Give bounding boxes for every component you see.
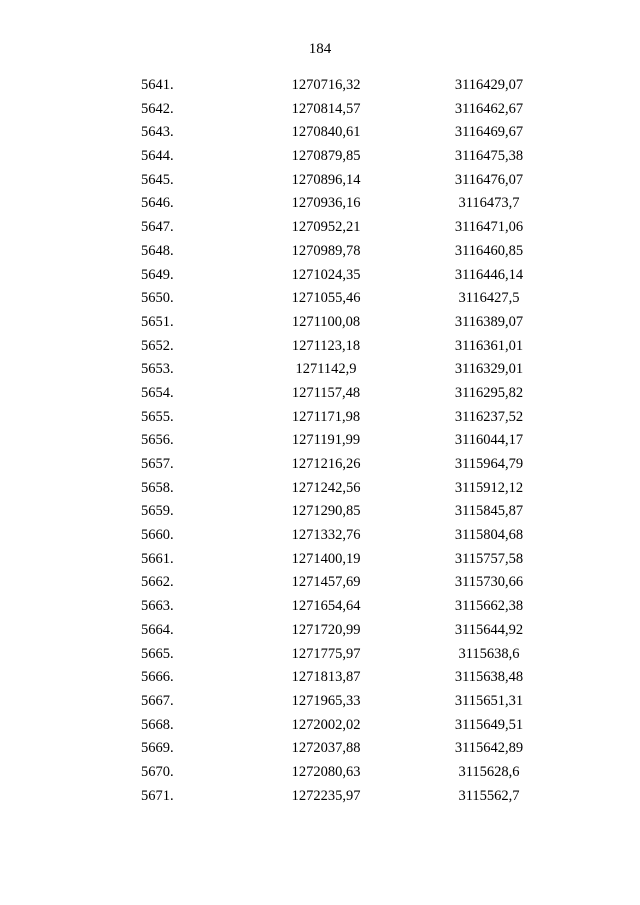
point-number: 5650.	[141, 290, 174, 307]
table-row	[0, 668, 640, 692]
y-coordinate: 3116471,06	[454, 219, 524, 236]
table-row	[0, 739, 640, 763]
x-coordinate: 1271290,85	[291, 503, 361, 520]
point-number: 5646.	[141, 195, 174, 212]
point-number: 5669.	[141, 740, 174, 757]
y-coordinate: 3116462,67	[454, 100, 524, 117]
table-row	[0, 716, 640, 740]
table-row	[0, 76, 640, 100]
point-number: 5645.	[141, 171, 174, 188]
x-coordinate: 1270989,78	[291, 242, 361, 259]
y-coordinate: 3116427,5	[458, 290, 520, 307]
point-number: 5653.	[141, 361, 174, 378]
point-number: 5671.	[141, 787, 174, 804]
y-coordinate: 3116476,07	[454, 171, 524, 188]
table-row	[0, 266, 640, 290]
x-coordinate: 1271400,19	[291, 550, 361, 567]
x-coordinate: 1271242,56	[291, 479, 361, 496]
x-coordinate: 1270896,14	[291, 171, 361, 188]
x-coordinate: 1271216,26	[291, 456, 361, 472]
point-number: 5658.	[141, 479, 174, 496]
y-coordinate: 3115649,51	[454, 716, 524, 733]
x-coordinate: 1271123,18	[291, 337, 361, 354]
y-coordinate: 3116473,7	[458, 195, 520, 212]
point-number: 5642.	[141, 100, 174, 117]
x-coordinate: 1270952,21	[291, 219, 361, 236]
y-coordinate: 3116469,67	[454, 124, 524, 141]
x-coordinate: 1271142,9	[295, 361, 357, 378]
x-coordinate: 1270814,57	[291, 100, 361, 117]
table-row	[0, 597, 640, 621]
y-coordinate: 3115562,7	[458, 787, 520, 804]
point-number: 5649.	[141, 266, 174, 283]
y-coordinate: 3115651,31	[454, 692, 524, 709]
x-coordinate: 1270879,85	[291, 148, 361, 165]
table-row	[0, 550, 640, 574]
x-coordinate: 1271457,69	[291, 574, 361, 591]
table-row	[0, 479, 640, 503]
point-number: 5644.	[141, 148, 174, 165]
point-number: 5651.	[141, 313, 174, 330]
point-number: 5670.	[141, 763, 174, 780]
point-number: 5643.	[141, 124, 174, 141]
table-row	[0, 100, 640, 124]
x-coordinate: 1271813,87	[291, 669, 361, 686]
table-row	[0, 337, 640, 361]
y-coordinate: 3115912,12	[454, 479, 524, 496]
point-number: 5647.	[141, 219, 174, 236]
table-row	[0, 194, 640, 218]
y-coordinate: 3115638,48	[454, 669, 524, 686]
x-coordinate: 1271055,46	[291, 290, 361, 307]
y-coordinate: 3116446,14	[454, 266, 524, 283]
point-number: 5656.	[141, 432, 174, 449]
point-number: 5665.	[141, 645, 174, 662]
point-number: 5641.	[141, 77, 174, 93]
point-number: 5657.	[141, 456, 174, 472]
table-row	[0, 763, 640, 787]
x-coordinate: 1271024,35	[291, 266, 361, 283]
y-coordinate: 3115964,79	[454, 456, 524, 472]
x-coordinate: 1272235,97	[291, 787, 361, 804]
table-row	[0, 218, 640, 242]
x-coordinate: 1270936,16	[291, 195, 361, 212]
table-row	[0, 645, 640, 669]
point-number: 5660.	[141, 527, 174, 544]
table-row	[0, 455, 640, 479]
y-coordinate: 3115642,89	[454, 740, 524, 757]
table-row	[0, 384, 640, 408]
y-coordinate: 3115730,66	[454, 574, 524, 591]
table-row	[0, 692, 640, 716]
x-coordinate: 1272037,88	[291, 740, 361, 757]
x-coordinate: 1272080,63	[291, 763, 361, 780]
page-number: 184	[308, 41, 332, 57]
table-row	[0, 242, 640, 266]
table-row	[0, 787, 640, 811]
y-coordinate: 3115638,6	[458, 645, 520, 662]
table-row	[0, 123, 640, 147]
point-number: 5655.	[141, 408, 174, 425]
table-row	[0, 408, 640, 432]
x-coordinate: 1271157,48	[291, 384, 361, 401]
point-number: 5668.	[141, 716, 174, 733]
table-row	[0, 313, 640, 337]
y-coordinate: 3115845,87	[454, 503, 524, 520]
coordinate-table	[0, 76, 640, 810]
x-coordinate: 1271100,08	[291, 313, 361, 330]
point-number: 5666.	[141, 669, 174, 686]
y-coordinate: 3116237,52	[454, 408, 524, 425]
table-row	[0, 431, 640, 455]
y-coordinate: 3116475,38	[454, 148, 524, 165]
y-coordinate: 3115662,38	[454, 598, 524, 615]
y-coordinate: 3115628,6	[458, 763, 520, 780]
table-row	[0, 526, 640, 550]
point-number: 5659.	[141, 503, 174, 520]
point-number: 5652.	[141, 337, 174, 354]
y-coordinate: 3115644,92	[454, 621, 524, 638]
point-number: 5662.	[141, 574, 174, 591]
table-row	[0, 360, 640, 384]
y-coordinate: 3116460,85	[454, 242, 524, 259]
y-coordinate: 3116361,01	[454, 337, 524, 354]
x-coordinate: 1271965,33	[291, 692, 361, 709]
point-number: 5663.	[141, 598, 174, 615]
point-number: 5648.	[141, 242, 174, 259]
y-coordinate: 3116389,07	[454, 313, 524, 330]
y-coordinate: 3115804,68	[454, 527, 524, 544]
table-row	[0, 289, 640, 313]
table-row	[0, 171, 640, 195]
x-coordinate: 1271654,64	[291, 598, 361, 615]
x-coordinate: 1271720,99	[291, 621, 361, 638]
x-coordinate: 1272002,02	[291, 716, 361, 733]
x-coordinate: 1271775,97	[291, 645, 361, 662]
x-coordinate: 1271332,76	[291, 527, 361, 544]
y-coordinate: 3115757,58	[454, 550, 524, 567]
point-number: 5667.	[141, 692, 174, 709]
y-coordinate: 3116295,82	[454, 384, 524, 401]
y-coordinate: 3116429,07	[454, 77, 524, 93]
y-coordinate: 3116044,17	[454, 432, 524, 449]
table-row	[0, 621, 640, 645]
point-number: 5661.	[141, 550, 174, 567]
y-coordinate: 3116329,01	[454, 361, 524, 378]
table-row	[0, 502, 640, 526]
point-number: 5654.	[141, 384, 174, 401]
table-row	[0, 147, 640, 171]
x-coordinate: 1271171,98	[291, 408, 361, 425]
x-coordinate: 1270716,32	[291, 77, 361, 93]
x-coordinate: 1271191,99	[291, 432, 361, 449]
table-row	[0, 573, 640, 597]
x-coordinate: 1270840,61	[291, 124, 361, 141]
point-number: 5664.	[141, 621, 174, 638]
